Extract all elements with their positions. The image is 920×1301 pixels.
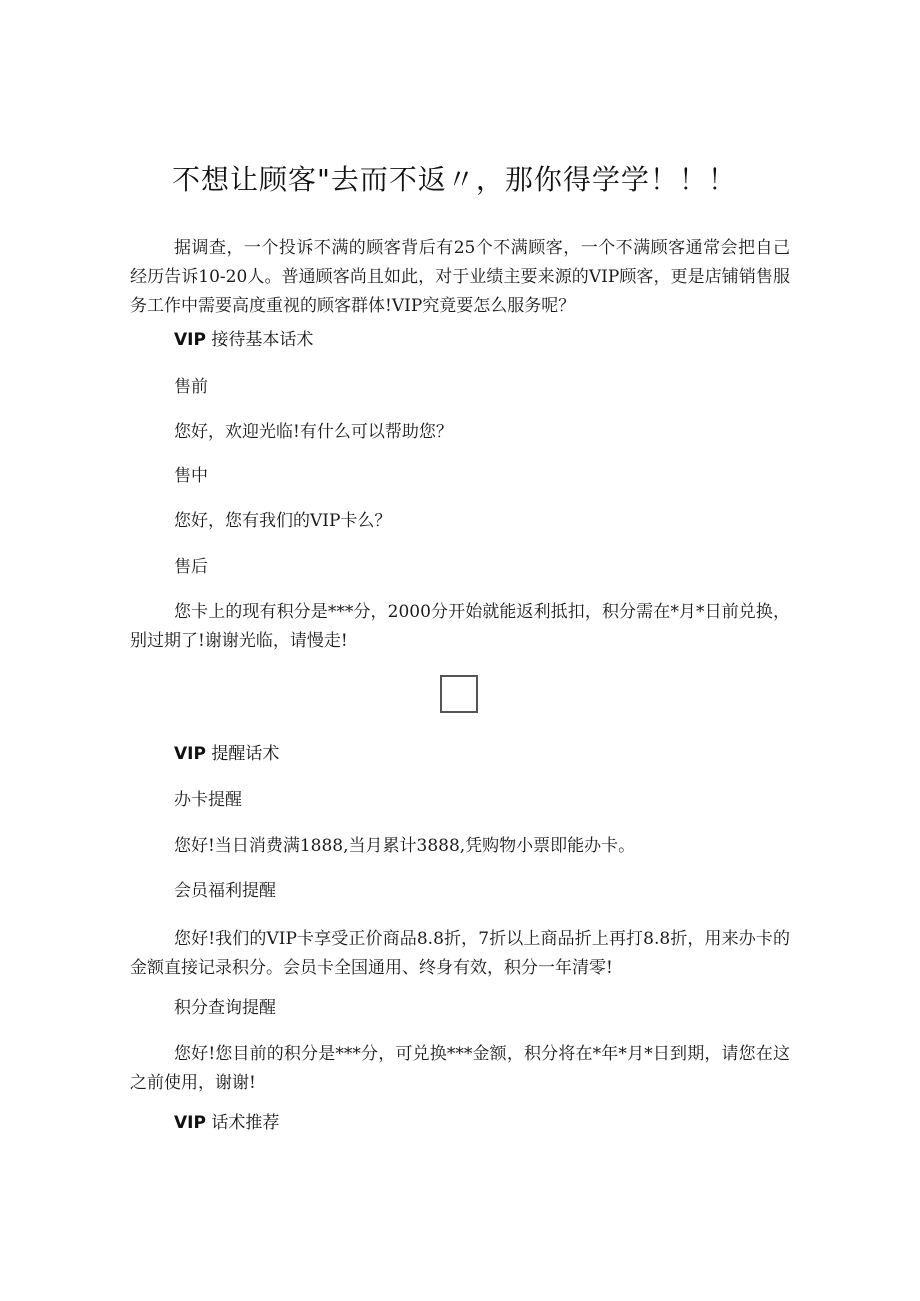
heading-vip-label: VIP: [174, 1113, 206, 1133]
heading-vip-label: VIP: [174, 744, 206, 764]
intro-paragraph: 据调查，一个投诉不满的顾客背后有25个不满顾客，一个不满顾客通常会把自己经历告诉10-20人。普通顾客尚且如此，对于业绩主要来源的VIP顾客，更是店铺销售服务工作中需要高度重视的顾客群体!VIP究竟要怎么服务呢？: [130, 238, 790, 316]
card-reminder-label: 办卡提醒: [174, 790, 242, 810]
presale-label: 售前: [174, 377, 208, 397]
image-placeholder: [440, 675, 478, 713]
points-paragraph: 您好!您目前的积分是***分，可兑换***金额，积分将在*年*月*日到期，请您在这之前使用，谢谢!: [130, 1044, 790, 1093]
section-heading-reception: [174, 327, 313, 353]
heading-text: 接待基本话术: [211, 330, 314, 350]
heading-text: 话术推荐: [211, 1113, 280, 1133]
heading-vip-label: VIP: [174, 330, 206, 350]
benefit-reminder-label: 会员福利提醒: [174, 881, 276, 901]
insale-label: 售中: [174, 466, 208, 486]
section-heading-reminder: [174, 741, 279, 767]
heading-text: 提醒话术: [211, 744, 280, 764]
aftersale-paragraph: 您卡上的现有积分是***分，2000分开始就能返利抵扣，积分需在*月*日前兑换，别过期了!谢谢光临，请慢走!: [130, 602, 790, 651]
aftersale-label: 售后: [174, 557, 208, 577]
card-reminder-text: 您好!当日消费满1888,当月累计3888,凭购物小票即能办卡。: [174, 836, 636, 856]
presale-text: 您好，欢迎光临!有什么可以帮助您？: [174, 422, 453, 442]
insale-text: 您好，您有我们的VIP卡么？: [174, 511, 392, 531]
points-reminder-label: 积分查询提醒: [174, 998, 276, 1018]
benefit-paragraph: 您好!我们的VIP卡享受正价商品8.8折，7折以上商品折上再打8.8折，用来办卡的金额直接记录积分。会员卡全国通用、终身有效，积分一年清零!: [130, 929, 790, 978]
section-heading-recommend: [174, 1110, 279, 1136]
document-title: 不想让顾客"去而不返〃，那你得学学！！！: [172, 163, 737, 196]
